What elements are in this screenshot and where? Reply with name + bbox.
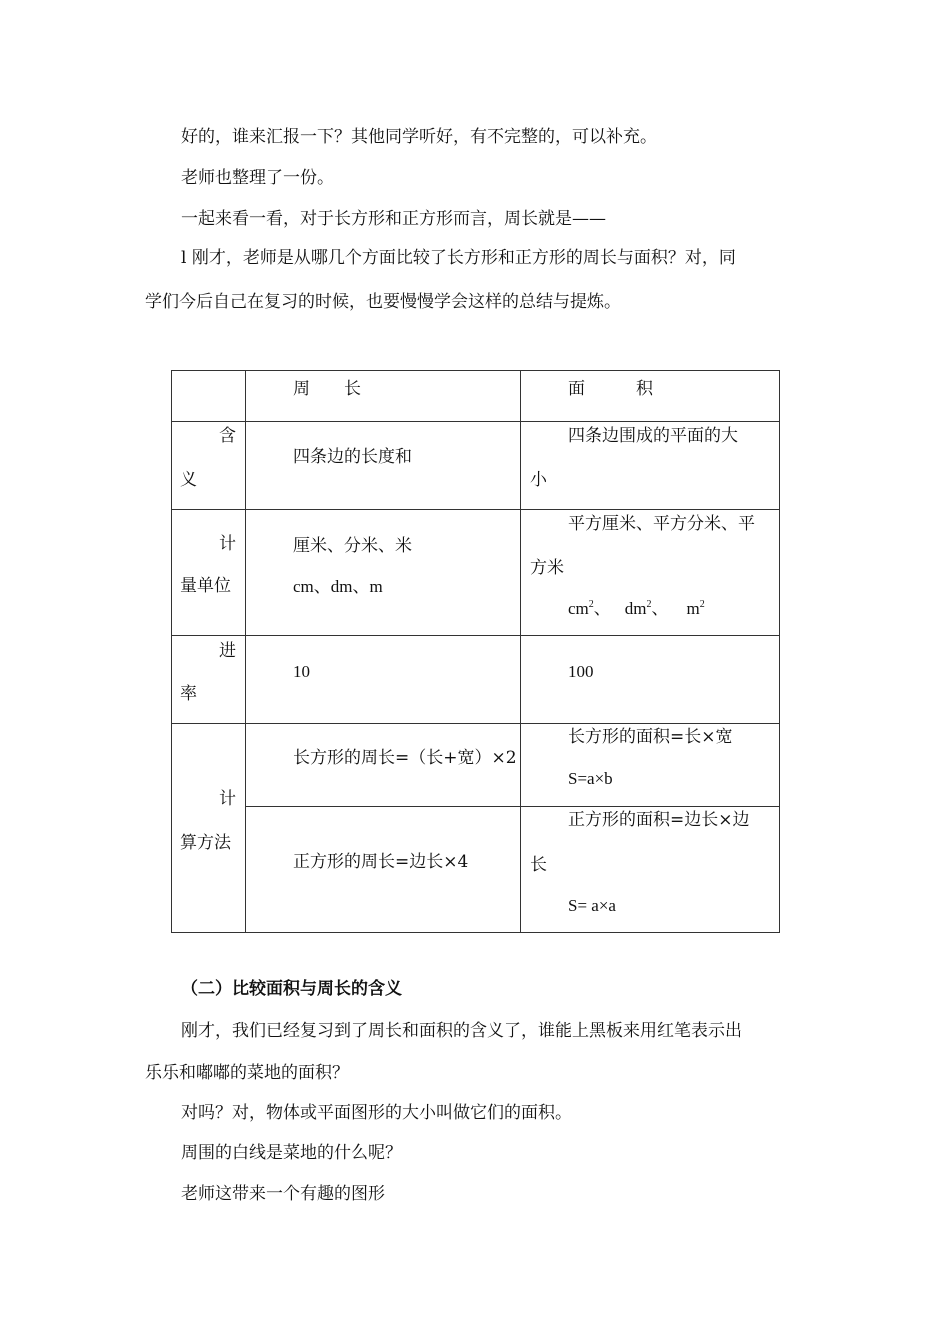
paragraph-7: 乐乐和嘟嘟的菜地的面积？	[145, 1063, 349, 1083]
row-formula-perimeter-square: 正方形的周长=边长×4	[293, 852, 469, 872]
row-meaning-perimeter: 四条边的长度和	[293, 447, 412, 467]
row-meaning-area-2: 小	[530, 470, 547, 490]
row-formula-perimeter-rect: 长方形的周长=（长+宽）×2	[293, 748, 517, 768]
header-perimeter: 周 长	[293, 379, 361, 399]
row-units-perimeter-2: cm、dm、m	[293, 577, 383, 596]
section-heading: （二）比较面积与周长的含义	[181, 979, 402, 999]
paragraph-10: 老师这带来一个有趣的图形	[181, 1184, 385, 1204]
table-row-line-4	[171, 723, 780, 724]
paragraph-4: l 刚才，老师是从哪几个方面比较了长方形和正方形的周长与面积？对，同	[181, 248, 736, 268]
paragraph-8: 对吗？对，物体或平面图形的大小叫做它们的面积。	[181, 1103, 572, 1123]
row-formula-area-square-3: S= a×a	[568, 896, 616, 915]
row-units-area-1: 平方厘米、平方分米、平	[568, 514, 755, 534]
table-col-line-2	[520, 370, 521, 933]
row-units-area-squared: $cm^2$、 $dm^2$、 $m^2$	[568, 599, 705, 618]
table-subrow-line	[245, 806, 780, 807]
row-meaning-area-1: 四条边围成的平面的大	[568, 426, 738, 446]
row-rate-area: 100	[568, 662, 594, 681]
row-formula-area-rect-1: 长方形的面积=长×宽	[568, 727, 733, 747]
row-units-perimeter-1: 厘米、分米、米	[293, 536, 412, 556]
row-meaning-label-1: 含	[219, 426, 236, 446]
table-border-top	[171, 370, 780, 371]
row-rate-label-2: 率	[180, 684, 197, 704]
paragraph-6: 刚才，我们已经复习到了周长和面积的含义了，谁能上黑板来用红笔表示出	[181, 1021, 742, 1041]
row-units-area-2: 方米	[530, 558, 564, 578]
row-formula-area-rect-2: S=a×b	[568, 769, 613, 788]
row-formula-label-1: 计	[219, 789, 236, 809]
row-rate-label-1: 进	[219, 641, 236, 661]
table-row-line-2	[171, 509, 780, 510]
table-row-line-3	[171, 635, 780, 636]
row-meaning-label-2: 义	[180, 470, 197, 490]
row-rate-perimeter: 10	[293, 662, 310, 681]
paragraph-3: 一起来看一看，对于长方形和正方形而言，周长就是——	[181, 209, 606, 229]
row-units-label-1: 计	[219, 534, 236, 554]
paragraph-2: 老师也整理了一份。	[181, 168, 334, 188]
table-border-right	[779, 370, 780, 933]
table-col-line-1	[245, 370, 246, 933]
row-formula-label-2: 算方法	[180, 833, 231, 853]
paragraph-1: 好的，谁来汇报一下？其他同学听好，有不完整的，可以补充。	[181, 127, 657, 147]
table-row-line-1	[171, 421, 780, 422]
header-area: 面 积	[568, 379, 653, 399]
paragraph-5: 学们今后自己在复习的时候，也要慢慢学会这样的总结与提炼。	[145, 292, 621, 312]
row-formula-area-square-2: 长	[530, 855, 547, 875]
row-units-label-2: 量单位	[180, 576, 231, 596]
table-border-left	[171, 370, 172, 933]
paragraph-9: 周围的白线是菜地的什么呢？	[181, 1143, 402, 1163]
row-formula-area-square-1: 正方形的面积=边长×边	[568, 810, 750, 830]
comparison-table	[171, 370, 780, 933]
table-border-bottom	[171, 932, 780, 933]
